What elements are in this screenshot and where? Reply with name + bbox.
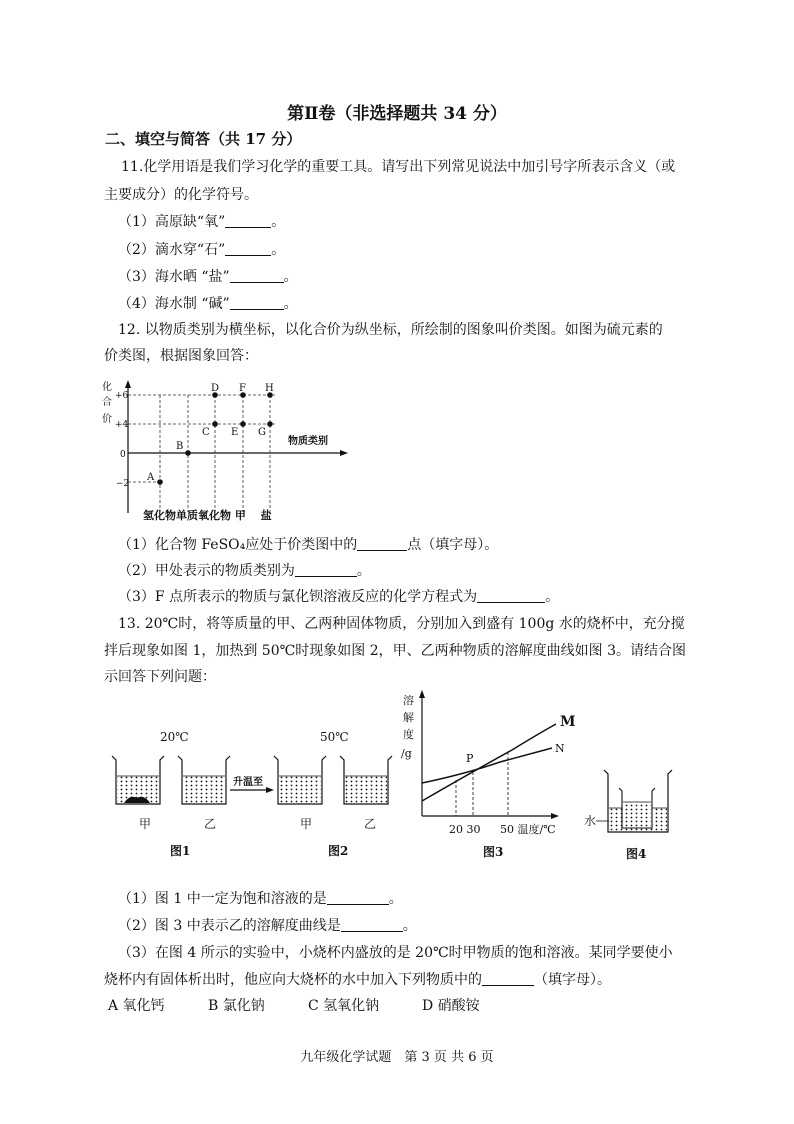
curve-N-label: N: [555, 742, 565, 755]
q13-figures: [100, 688, 690, 866]
x-axis-categories: 氢化物单质氧化物 甲 盐: [143, 509, 272, 522]
q11-item-4: （4）海水制 “碱” 。: [118, 296, 298, 312]
fig2-beaker-jia: [274, 756, 326, 804]
q12-subq-3: （3）F 点所表示的物质与氯化钡溶液反应的化学方程式为 。: [118, 589, 560, 605]
y-axis-label-3: 价: [102, 414, 112, 425]
answer-blank[interactable]: [327, 890, 389, 905]
q11-item-2: （2）滴水穿“石” 。: [118, 242, 286, 258]
answer-blank[interactable]: [230, 295, 284, 310]
q12-stem-line1: 12. 以物质类别为横坐标，以化合价为纵坐标，所绘制的图象叫价类图。如图为硫元素的: [118, 322, 663, 338]
fig3-xticks: 20 30: [449, 823, 481, 836]
q12-subq-1: （1）化合物 FeSO₄应处于价类图中的 点（填字母）。: [118, 537, 499, 553]
answer-blank[interactable]: [225, 213, 271, 228]
q11-item-1: （1）高原缺“氧” 。: [118, 214, 286, 230]
option-c: C 氢氧化钠: [308, 998, 380, 1014]
y-axis-label-1: 化: [102, 382, 112, 393]
fig3-ylabel-2: 解: [403, 711, 414, 724]
point-B: [185, 450, 191, 456]
curve-M-label: M: [560, 714, 576, 730]
point-G: [267, 421, 273, 427]
q12-stem-line2: 价类图，根据图象回答：: [104, 348, 258, 364]
fig2-beaker-yi: [340, 756, 392, 804]
fig3-ylabel-4: /g: [401, 747, 412, 760]
q13-subq-3-line2: 烧杯内有固体析出时，他应向大烧杯的水中加入下列物质中的 （填字母）。: [104, 972, 611, 988]
section-heading: 二、填空与简答（共 17 分）: [105, 130, 302, 148]
fig3-x50-label: 50 温度/℃: [500, 823, 556, 836]
q13-subq-2: （2）图 3 中表示乙的溶解度曲线是 。: [118, 918, 417, 934]
curve-M: [422, 724, 556, 801]
fig1-beaker-yi: [178, 756, 230, 804]
answer-blank[interactable]: [230, 268, 284, 283]
fig1-label-yi: 乙: [204, 817, 217, 831]
fig2-temp: 50℃: [320, 730, 349, 744]
q11-stem-line2: 主要成分）的化学符号。: [104, 187, 258, 203]
point-label-E: E: [231, 427, 239, 438]
y-axis-label-2: 合: [102, 397, 112, 408]
point-label-C: C: [202, 427, 210, 438]
page-footer: 九年级化学试题 第 3 页 共 6 页: [300, 1050, 494, 1065]
point-A: [157, 479, 163, 485]
answer-blank[interactable]: [341, 917, 403, 932]
fig1-caption: 图1: [170, 844, 191, 858]
fig1-temp: 20℃: [160, 730, 189, 744]
q13-subq-3-line1: （3）在图 4 所示的实验中，小烧杯内盛放的是 20℃时甲物质的饱和溶液。某同学要使小: [118, 945, 673, 961]
point-P-label: P: [466, 752, 474, 765]
heat-arrow-head: [266, 787, 274, 793]
fig1-label-jia: 甲: [139, 817, 152, 831]
y-tick-0: 0: [120, 450, 126, 460]
heat-arrow-label: 升温至: [233, 777, 263, 788]
fig3-caption: 图3: [483, 845, 504, 859]
fig4-apparatus: [604, 770, 672, 832]
q13-stem-line1: 13. 20℃时，将等质量的甲、乙两种固体物质，分别加入到盛有 100g 水的烧杯中，充分搅: [118, 616, 685, 632]
fig2-caption: 图2: [328, 844, 349, 858]
q12-subq-2: （2）甲处表示的物质类别为 。: [118, 563, 371, 579]
curve-N: [422, 748, 552, 783]
answer-blank[interactable]: [482, 971, 534, 986]
fig1-beaker-jia: [112, 756, 164, 804]
point-E: [240, 421, 246, 427]
point-label-G: G: [258, 427, 266, 438]
x-axis-label: 物质类别: [288, 436, 328, 447]
fig4-caption: 图4: [626, 847, 647, 861]
point-C: [212, 421, 218, 427]
point-label-D: D: [211, 383, 220, 394]
fig4-water-label: 水: [584, 814, 597, 828]
answer-blank[interactable]: [295, 562, 357, 577]
y-tick-plus4: +4: [115, 420, 129, 430]
q11-stem-line1: 11.化学用语是我们学习化学的重要工具。请写出下列常见说法中加引号字所表示含义（或: [121, 159, 676, 175]
part-title: 第Ⅱ卷（非选择题共 34 分）: [287, 104, 507, 124]
x-axis-arrow: [340, 450, 348, 456]
point-label-A: A: [147, 472, 155, 483]
q13-stem-line2: 拌后现象如图 1，加热到 50℃时现象如图 2，甲、乙两种物质的溶解度曲线如图 3。请结合图: [104, 643, 686, 659]
answer-blank[interactable]: [357, 536, 407, 551]
point-label-H: H: [265, 383, 274, 394]
valence-class-chart: [100, 378, 360, 523]
point-label-B: B: [176, 441, 184, 452]
y-tick-plus6: +6: [115, 391, 129, 401]
fig3-ylabel-1: 溶: [403, 694, 414, 707]
y-tick-minus2: −2: [116, 479, 130, 489]
q13-stem-line3: 示回答下列问题：: [104, 669, 216, 685]
y-axis-arrow: [125, 380, 131, 388]
fig3-ylabel-3: 度: [403, 728, 414, 741]
option-a: A 氧化钙: [108, 998, 165, 1014]
option-b: B 氯化钠: [208, 998, 265, 1014]
fig2-label-jia: 甲: [300, 817, 313, 831]
answer-blank[interactable]: [477, 588, 545, 603]
point-label-F: F: [239, 383, 246, 394]
q13-subq-1: （1）图 1 中一定为饱和溶液的是 。: [118, 891, 403, 907]
fig2-label-yi: 乙: [364, 817, 377, 831]
q11-item-3: （3）海水晒 “盐” 。: [118, 269, 298, 285]
answer-blank[interactable]: [225, 241, 271, 256]
option-d: D 硝酸铵: [422, 998, 480, 1014]
